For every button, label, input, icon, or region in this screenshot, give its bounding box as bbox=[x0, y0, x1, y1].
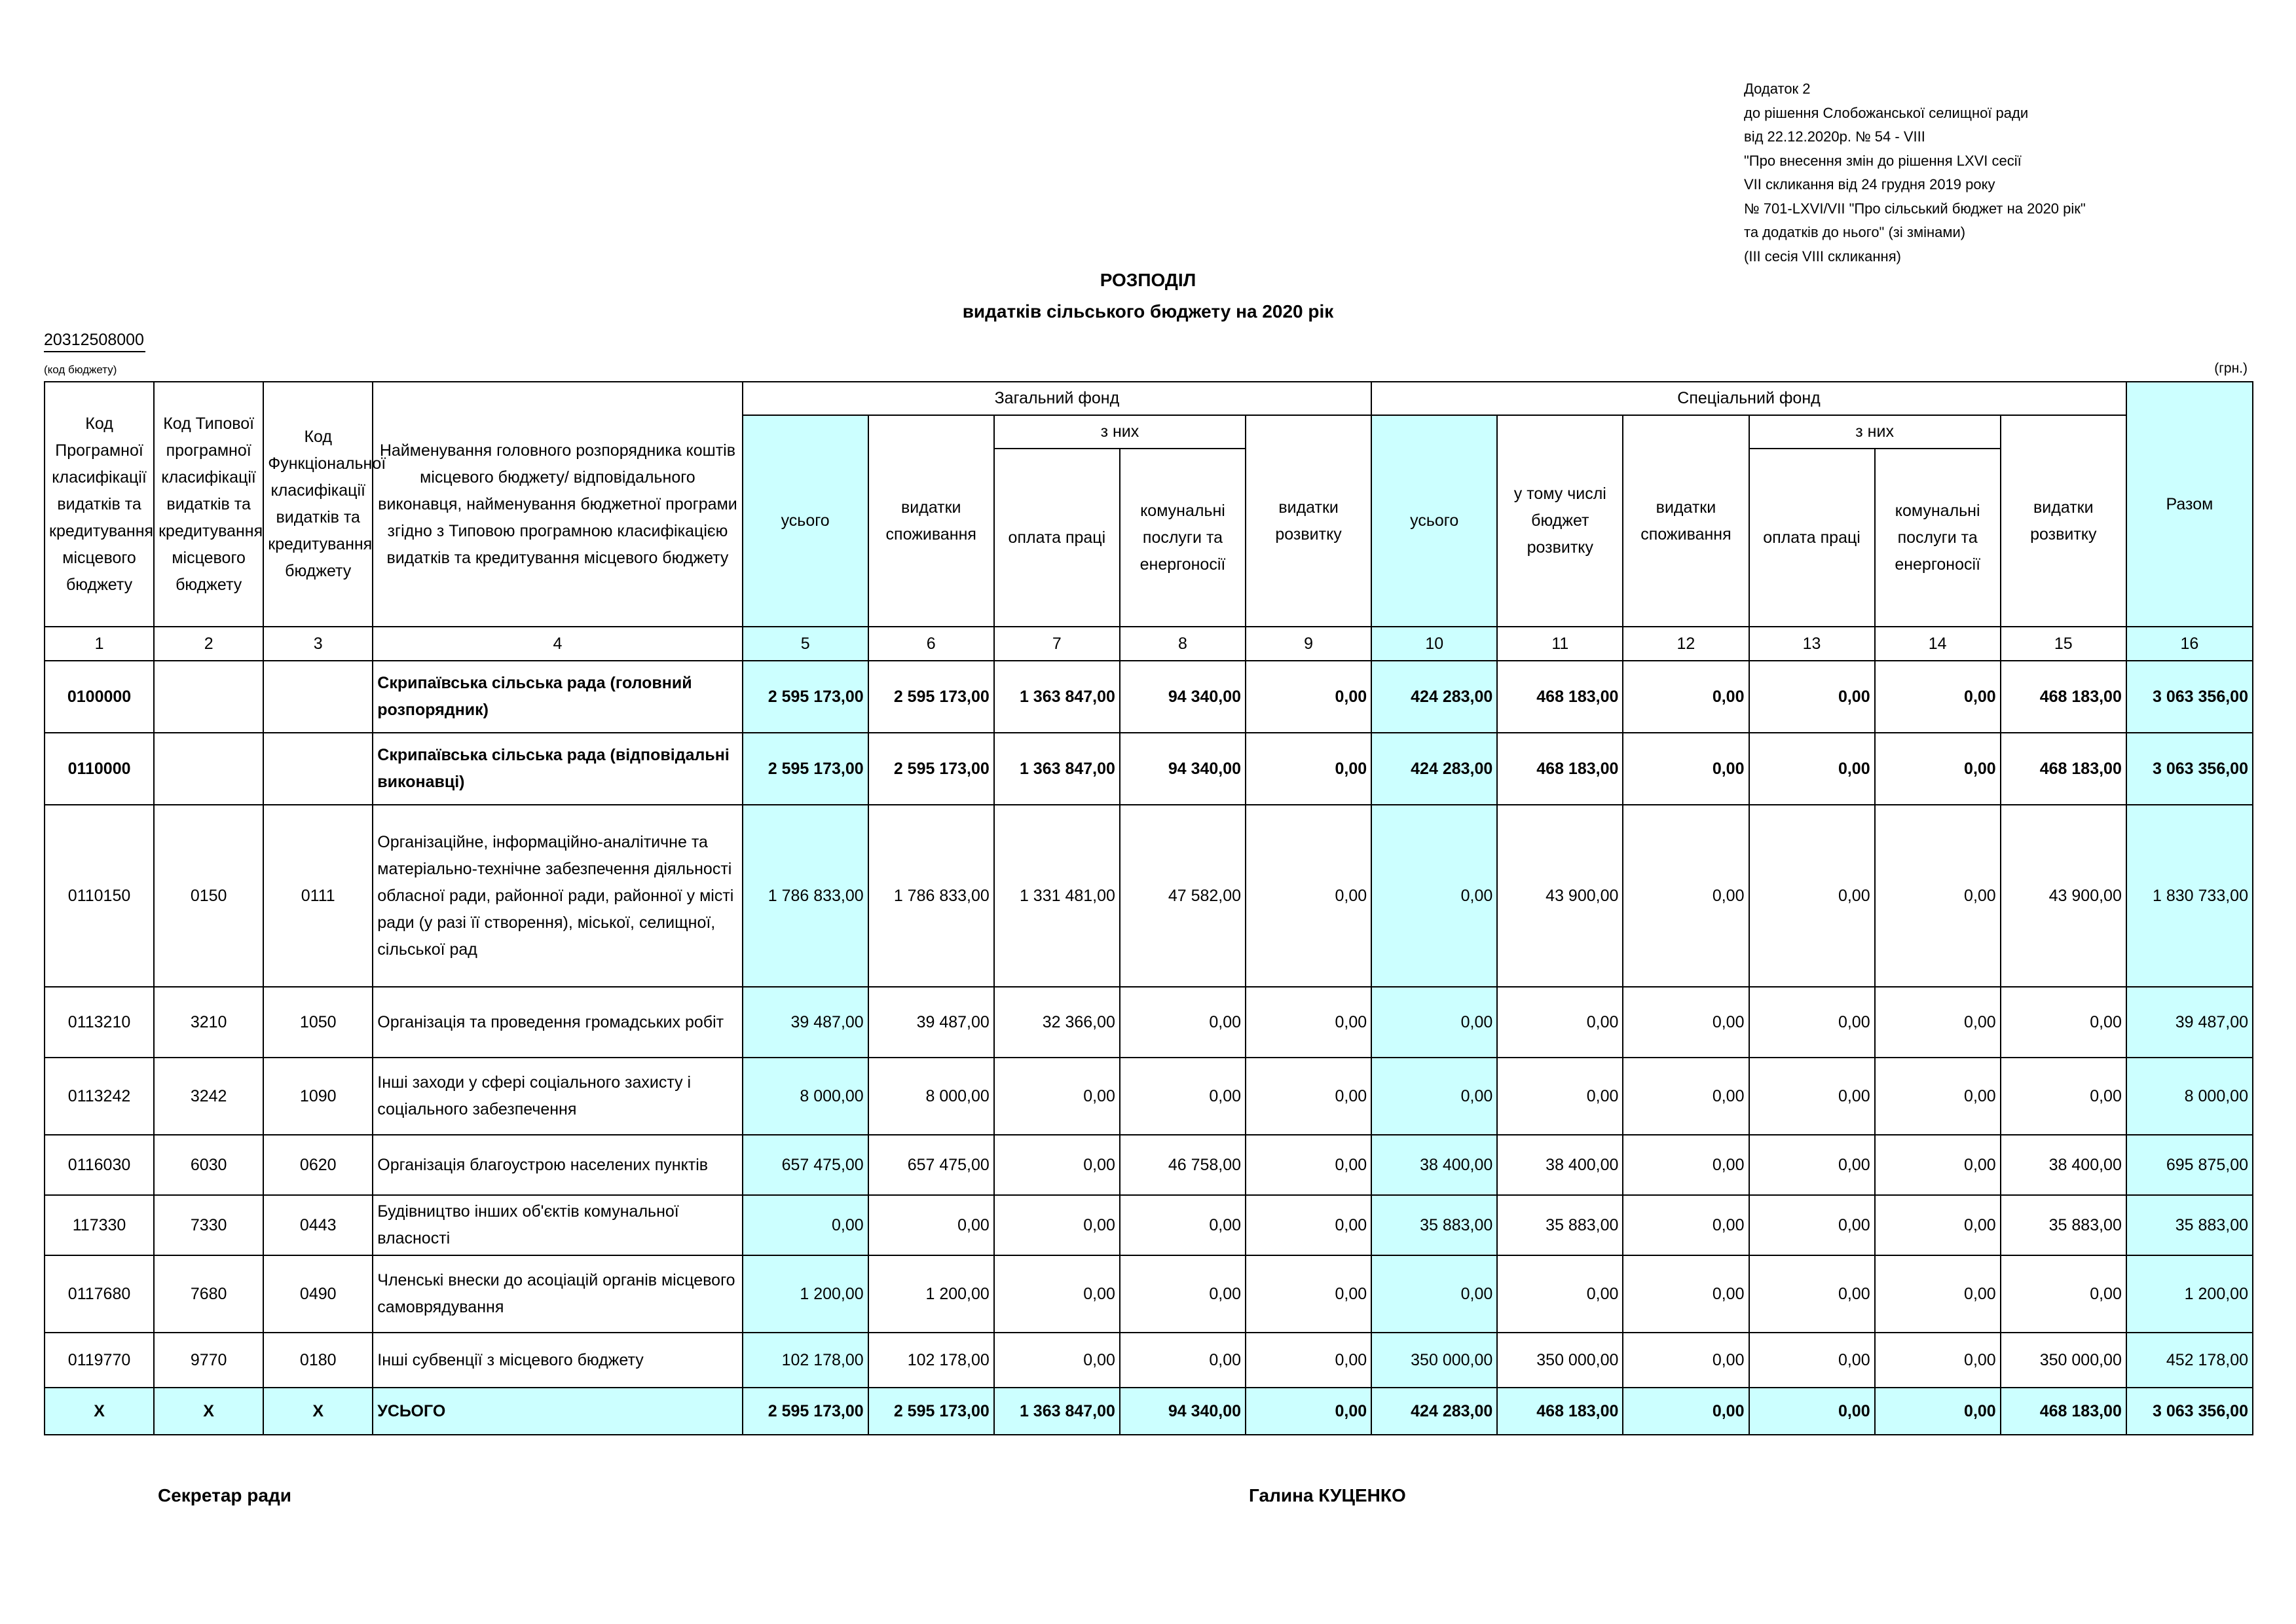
amount-cell: 2 595 173,00 bbox=[743, 661, 868, 733]
header-sf-consumption: видатки споживання bbox=[1623, 415, 1749, 627]
header-gf-salary: оплата праці bbox=[994, 449, 1120, 627]
header-sf-total: усього bbox=[1371, 415, 1497, 627]
amount-cell: 0,00 bbox=[1749, 733, 1875, 805]
header-sf-salary: оплата праці bbox=[1749, 449, 1875, 627]
table-row bbox=[45, 1333, 2253, 1388]
amount-cell: 0,00 bbox=[994, 1058, 1120, 1135]
amount-cell: 8 000,00 bbox=[743, 1058, 868, 1135]
amount-cell: 0,00 bbox=[2001, 1058, 2126, 1135]
amount-cell: 1 200,00 bbox=[743, 1255, 868, 1333]
table-row bbox=[45, 1135, 2253, 1195]
header-special-fund: Спеціальний фонд bbox=[1371, 382, 2126, 415]
amount-cell: 0,00 bbox=[1120, 1058, 1246, 1135]
signature-name: Галина КУЦЕНКО bbox=[1249, 1485, 1406, 1505]
functional-code-cell: 0490 bbox=[263, 1255, 373, 1333]
header-general-fund: Загальний фонд bbox=[743, 382, 1372, 415]
column-number: 13 bbox=[1749, 627, 1875, 661]
typical-program-code-cell bbox=[154, 661, 263, 733]
total-c3: Х bbox=[263, 1388, 373, 1435]
amount-cell: 94 340,00 bbox=[1120, 733, 1246, 805]
typical-program-code-cell: 3210 bbox=[154, 987, 263, 1058]
program-name-cell: Членські внески до асоціацій органів місцевого самоврядування bbox=[373, 1255, 742, 1333]
amount-cell: 43 900,00 bbox=[2001, 805, 2126, 987]
amount-cell: 1 786 833,00 bbox=[743, 805, 868, 987]
header-program-code: Код Програмної класифікації видатків та кредитування місцевого бюджету bbox=[45, 382, 154, 627]
column-number: 1 bbox=[45, 627, 154, 661]
appendix-line: VII скликання від 24 грудня 2019 року bbox=[1744, 176, 1995, 193]
amount-cell: 0,00 bbox=[1875, 1255, 2001, 1333]
typical-program-code-cell bbox=[154, 733, 263, 805]
column-number: 15 bbox=[2001, 627, 2126, 661]
typical-program-code-cell: 6030 bbox=[154, 1135, 263, 1195]
program-name-cell: Будівництво інших об'єктів комунальної власності bbox=[373, 1195, 742, 1255]
program-code-cell: 0100000 bbox=[45, 661, 154, 733]
functional-code-cell bbox=[263, 661, 373, 733]
amount-cell: 0,00 bbox=[1246, 1058, 1371, 1135]
column-number: 14 bbox=[1875, 627, 2001, 661]
amount-cell: 0,00 bbox=[1497, 987, 1623, 1058]
header-gf-development: видатки розвитку bbox=[1246, 415, 1371, 627]
amount-cell: 350 000,00 bbox=[1371, 1333, 1497, 1388]
amount-cell: 0,00 bbox=[1497, 1255, 1623, 1333]
amount-cell: 0,00 bbox=[1371, 1058, 1497, 1135]
functional-code-cell: 0180 bbox=[263, 1333, 373, 1388]
table-row bbox=[45, 733, 2253, 805]
amount-cell: 2 595 173,00 bbox=[868, 733, 994, 805]
amount-cell: 0,00 bbox=[1371, 805, 1497, 987]
amount-cell: 0,00 bbox=[1623, 1333, 1749, 1388]
amount-cell: 0,00 bbox=[1749, 661, 1875, 733]
amount-cell: 0,00 bbox=[1623, 987, 1749, 1058]
program-code-cell: 0116030 bbox=[45, 1135, 154, 1195]
typical-program-code-cell: 9770 bbox=[154, 1333, 263, 1388]
amount-cell: 1 200,00 bbox=[2126, 1255, 2253, 1333]
amount-cell: 2 595 173,00 bbox=[743, 733, 868, 805]
amount-cell: 468 183,00 bbox=[2001, 733, 2126, 805]
signature-position: Секретар ради bbox=[158, 1485, 291, 1505]
amount-cell: 0,00 bbox=[1623, 733, 1749, 805]
column-number: 10 bbox=[1371, 627, 1497, 661]
table-row bbox=[45, 1058, 2253, 1135]
amount-cell: 0,00 bbox=[1749, 1333, 1875, 1388]
amount-cell: 0,00 bbox=[1371, 1255, 1497, 1333]
amount-cell: 0,00 bbox=[1246, 987, 1371, 1058]
amount-cell: 38 400,00 bbox=[1497, 1135, 1623, 1195]
program-name-cell: Інші субвенції з місцевого бюджету bbox=[373, 1333, 742, 1388]
amount-cell: 0,00 bbox=[1749, 1195, 1875, 1255]
amount-cell: 0,00 bbox=[868, 1195, 994, 1255]
column-number: 7 bbox=[994, 627, 1120, 661]
table-row bbox=[45, 805, 2253, 987]
total-label: УСЬОГО bbox=[373, 1388, 742, 1435]
amount-cell: 38 400,00 bbox=[2001, 1135, 2126, 1195]
amount-cell: 1 331 481,00 bbox=[994, 805, 1120, 987]
total-value: 0,00 bbox=[1875, 1388, 2001, 1435]
budget-table bbox=[44, 381, 2253, 1435]
amount-cell: 0,00 bbox=[2001, 987, 2126, 1058]
amount-cell: 350 000,00 bbox=[2001, 1333, 2126, 1388]
amount-cell: 1 786 833,00 bbox=[868, 805, 994, 987]
header-sf-development: видатки розвитку bbox=[2001, 415, 2126, 627]
total-value: 0,00 bbox=[1246, 1388, 1371, 1435]
total-value: 2 595 173,00 bbox=[743, 1388, 868, 1435]
column-number: 8 bbox=[1120, 627, 1246, 661]
total-c1: Х bbox=[45, 1388, 154, 1435]
amount-cell: 0,00 bbox=[1875, 1135, 2001, 1195]
appendix-line: № 701-LXVI/VII "Про сільський бюджет на 2020 рік" bbox=[1744, 200, 2086, 217]
table-row bbox=[45, 1255, 2253, 1333]
table-row bbox=[45, 661, 2253, 733]
appendix-line: (ІІІ сесія VIII скликання) bbox=[1744, 248, 1901, 265]
amount-cell: 0,00 bbox=[1623, 1135, 1749, 1195]
typical-program-code-cell: 3242 bbox=[154, 1058, 263, 1135]
amount-cell: 2 595 173,00 bbox=[868, 661, 994, 733]
amount-cell: 32 366,00 bbox=[994, 987, 1120, 1058]
appendix-line: Додаток 2 bbox=[1744, 81, 1811, 97]
typical-program-code-cell: 7330 bbox=[154, 1195, 263, 1255]
amount-cell: 8 000,00 bbox=[2126, 1058, 2253, 1135]
typical-program-code-cell: 0150 bbox=[154, 805, 263, 987]
column-number: 4 bbox=[373, 627, 742, 661]
amount-cell: 0,00 bbox=[1246, 733, 1371, 805]
total-value: 3 063 356,00 bbox=[2126, 1388, 2253, 1435]
budget-rows bbox=[45, 661, 2253, 1388]
amount-cell: 39 487,00 bbox=[2126, 987, 2253, 1058]
amount-cell: 0,00 bbox=[1120, 1255, 1246, 1333]
total-value: 468 183,00 bbox=[1497, 1388, 1623, 1435]
program-name-cell: Організаційне, інформаційно-аналітичне та матеріально-технічне забезпечення діяльності обласної ради, районної ради, районної у місті ради (у разі її створення), міської, селищної, сільської рад bbox=[373, 805, 742, 987]
budget-code: 20312508000 bbox=[44, 331, 145, 352]
appendix-line: до рішення Слобожанської селищної ради bbox=[1744, 104, 2029, 121]
appendix-note bbox=[1744, 77, 2086, 268]
amount-cell: 3 063 356,00 bbox=[2126, 733, 2253, 805]
currency-unit: (грн.) bbox=[2214, 361, 2248, 376]
amount-cell: 0,00 bbox=[1371, 987, 1497, 1058]
program-name-cell: Організація та проведення громадських робіт bbox=[373, 987, 742, 1058]
amount-cell: 35 883,00 bbox=[2001, 1195, 2126, 1255]
amount-cell: 1 830 733,00 bbox=[2126, 805, 2253, 987]
amount-cell: 0,00 bbox=[1623, 1195, 1749, 1255]
column-number: 9 bbox=[1246, 627, 1371, 661]
amount-cell: 0,00 bbox=[1875, 661, 2001, 733]
document-subtitle: видатків сільського бюджету на 2020 рік bbox=[962, 301, 1334, 322]
amount-cell: 3 063 356,00 bbox=[2126, 661, 2253, 733]
amount-cell: 468 183,00 bbox=[2001, 661, 2126, 733]
header-typical-program-code: Код Типової програмної класифікації видатків та кредитування місцевого бюджету bbox=[154, 382, 263, 627]
amount-cell: 0,00 bbox=[743, 1195, 868, 1255]
program-code-cell: 0110000 bbox=[45, 733, 154, 805]
amount-cell: 468 183,00 bbox=[1497, 661, 1623, 733]
program-name-cell: Скрипаївська сільська рада (головний розпорядник) bbox=[373, 661, 742, 733]
total-value: 424 283,00 bbox=[1371, 1388, 1497, 1435]
total-value: 0,00 bbox=[1749, 1388, 1875, 1435]
appendix-line: "Про внесення змін до рішення LXVI сесії bbox=[1744, 152, 2022, 169]
typical-program-code-cell: 7680 bbox=[154, 1255, 263, 1333]
amount-cell: 0,00 bbox=[994, 1333, 1120, 1388]
amount-cell: 35 883,00 bbox=[2126, 1195, 2253, 1255]
amount-cell: 0,00 bbox=[1875, 733, 2001, 805]
column-number: 16 bbox=[2126, 627, 2253, 661]
header-sum: Разом bbox=[2126, 382, 2253, 627]
total-value: 2 595 173,00 bbox=[868, 1388, 994, 1435]
amount-cell: 0,00 bbox=[1246, 1255, 1371, 1333]
header-sf-incl-dev-budget: у тому числі бюджет розвитку bbox=[1497, 415, 1623, 627]
program-code-cell: 0119770 bbox=[45, 1333, 154, 1388]
column-number: 3 bbox=[263, 627, 373, 661]
amount-cell: 350 000,00 bbox=[1497, 1333, 1623, 1388]
header-gf-total: усього bbox=[743, 415, 868, 627]
header-gf-utilities: комунальні послуги та енергоносії bbox=[1120, 449, 1246, 627]
total-value: 468 183,00 bbox=[2001, 1388, 2126, 1435]
amount-cell: 46 758,00 bbox=[1120, 1135, 1246, 1195]
amount-cell: 0,00 bbox=[994, 1255, 1120, 1333]
functional-code-cell: 1090 bbox=[263, 1058, 373, 1135]
amount-cell: 0,00 bbox=[1749, 1135, 1875, 1195]
document-title: РОЗПОДІЛ bbox=[1100, 270, 1196, 290]
amount-cell: 35 883,00 bbox=[1371, 1195, 1497, 1255]
amount-cell: 695 875,00 bbox=[2126, 1135, 2253, 1195]
program-name-cell: Інші заходи у сфері соціального захисту і соціального забезпечення bbox=[373, 1058, 742, 1135]
appendix-line: та додатків до нього" (зі змінами) bbox=[1744, 224, 1966, 240]
program-code-cell: 0113210 bbox=[45, 987, 154, 1058]
amount-cell: 0,00 bbox=[1875, 987, 2001, 1058]
header-gf-consumption: видатки споживання bbox=[868, 415, 994, 627]
amount-cell: 1 363 847,00 bbox=[994, 661, 1120, 733]
column-number: 11 bbox=[1497, 627, 1623, 661]
column-number: 2 bbox=[154, 627, 263, 661]
amount-cell: 0,00 bbox=[1120, 1333, 1246, 1388]
header-sf-utilities: комунальні послуги та енергоносії bbox=[1875, 449, 2001, 627]
functional-code-cell: 0443 bbox=[263, 1195, 373, 1255]
program-name-cell: Організація благоустрою населених пунктів bbox=[373, 1135, 742, 1195]
appendix-line: від 22.12.2020р. № 54 - VIII bbox=[1744, 128, 1925, 145]
column-number: 5 bbox=[743, 627, 868, 661]
amount-cell: 468 183,00 bbox=[1497, 733, 1623, 805]
column-number: 12 bbox=[1623, 627, 1749, 661]
amount-cell: 424 283,00 bbox=[1371, 733, 1497, 805]
amount-cell: 38 400,00 bbox=[1371, 1135, 1497, 1195]
amount-cell: 0,00 bbox=[1749, 1255, 1875, 1333]
functional-code-cell bbox=[263, 733, 373, 805]
amount-cell: 0,00 bbox=[1749, 1058, 1875, 1135]
header-sf-of-which: з них bbox=[1749, 415, 2001, 449]
amount-cell: 1 200,00 bbox=[868, 1255, 994, 1333]
total-value: 1 363 847,00 bbox=[994, 1388, 1120, 1435]
header-name: Найменування головного розпорядника коштів місцевого бюджету/ відповідального виконавця, найменування бюджетної програми згідно з Типовою програмною класифікацією видатків та кредитування місцевого бюджету bbox=[373, 382, 742, 627]
amount-cell: 452 178,00 bbox=[2126, 1333, 2253, 1388]
total-value: 94 340,00 bbox=[1120, 1388, 1246, 1435]
amount-cell: 0,00 bbox=[1246, 661, 1371, 733]
total-c2: Х bbox=[154, 1388, 263, 1435]
amount-cell: 0,00 bbox=[1875, 1058, 2001, 1135]
amount-cell: 35 883,00 bbox=[1497, 1195, 1623, 1255]
amount-cell: 657 475,00 bbox=[743, 1135, 868, 1195]
amount-cell: 0,00 bbox=[1246, 1195, 1371, 1255]
header-gf-of-which: з них bbox=[994, 415, 1246, 449]
amount-cell: 0,00 bbox=[1875, 1195, 2001, 1255]
amount-cell: 39 487,00 bbox=[743, 987, 868, 1058]
functional-code-cell: 0620 bbox=[263, 1135, 373, 1195]
amount-cell: 0,00 bbox=[1246, 805, 1371, 987]
amount-cell: 0,00 bbox=[1623, 1255, 1749, 1333]
amount-cell: 0,00 bbox=[1749, 987, 1875, 1058]
amount-cell: 0,00 bbox=[1497, 1058, 1623, 1135]
functional-code-cell: 1050 bbox=[263, 987, 373, 1058]
amount-cell: 43 900,00 bbox=[1497, 805, 1623, 987]
table-row bbox=[45, 1195, 2253, 1255]
program-code-cell: 0113242 bbox=[45, 1058, 154, 1135]
amount-cell: 102 178,00 bbox=[868, 1333, 994, 1388]
budget-code-label: (код бюджету) bbox=[44, 363, 117, 376]
amount-cell: 0,00 bbox=[994, 1135, 1120, 1195]
amount-cell: 424 283,00 bbox=[1371, 661, 1497, 733]
amount-cell: 0,00 bbox=[1246, 1135, 1371, 1195]
total-row bbox=[45, 1388, 2253, 1435]
amount-cell: 102 178,00 bbox=[743, 1333, 868, 1388]
amount-cell: 0,00 bbox=[1875, 1333, 2001, 1388]
amount-cell: 0,00 bbox=[1623, 805, 1749, 987]
amount-cell: 94 340,00 bbox=[1120, 661, 1246, 733]
table-row bbox=[45, 987, 2253, 1058]
program-code-cell: 117330 bbox=[45, 1195, 154, 1255]
amount-cell: 0,00 bbox=[2001, 1255, 2126, 1333]
functional-code-cell: 0111 bbox=[263, 805, 373, 987]
amount-cell: 0,00 bbox=[1623, 661, 1749, 733]
amount-cell: 1 363 847,00 bbox=[994, 733, 1120, 805]
program-name-cell: Скрипаївська сільська рада (відповідальні виконавці) bbox=[373, 733, 742, 805]
amount-cell: 0,00 bbox=[1623, 1058, 1749, 1135]
total-value: 0,00 bbox=[1623, 1388, 1749, 1435]
amount-cell: 39 487,00 bbox=[868, 987, 994, 1058]
amount-cell: 0,00 bbox=[994, 1195, 1120, 1255]
amount-cell: 0,00 bbox=[1749, 805, 1875, 987]
amount-cell: 0,00 bbox=[1120, 1195, 1246, 1255]
header-functional-code: Код Функціональної класифікації видатків та кредитування бюджету bbox=[263, 382, 373, 627]
amount-cell: 0,00 bbox=[1875, 805, 2001, 987]
amount-cell: 8 000,00 bbox=[868, 1058, 994, 1135]
program-code-cell: 0110150 bbox=[45, 805, 154, 987]
amount-cell: 0,00 bbox=[1246, 1333, 1371, 1388]
program-code-cell: 0117680 bbox=[45, 1255, 154, 1333]
amount-cell: 47 582,00 bbox=[1120, 805, 1246, 987]
column-number: 6 bbox=[868, 627, 994, 661]
amount-cell: 657 475,00 bbox=[868, 1135, 994, 1195]
amount-cell: 0,00 bbox=[1120, 987, 1246, 1058]
